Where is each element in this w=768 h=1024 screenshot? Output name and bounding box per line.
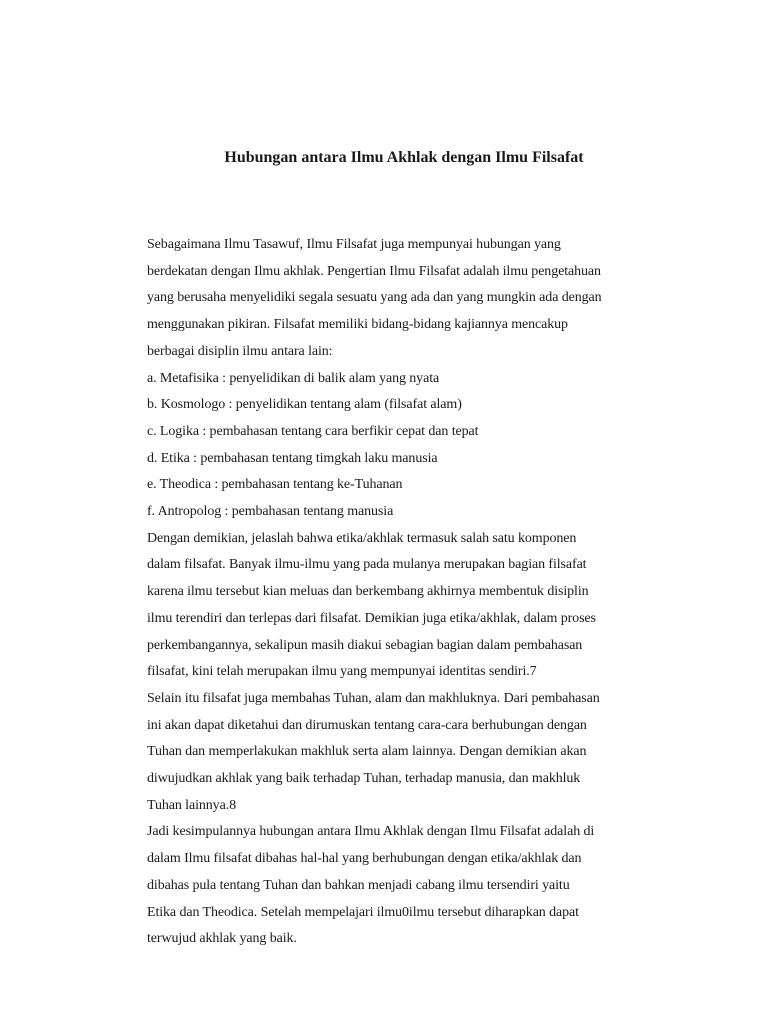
- text-line: dalam filsafat. Banyak ilmu-ilmu yang pada mulanya merupakan bagian filsafat: [147, 557, 587, 573]
- text-line: ini akan dapat diketahui dan dirumuskan tentang cara-cara berhubungan dengan: [147, 717, 587, 733]
- list-item: d. Etika : pembahasan tentang timgkah laku manusia: [147, 450, 438, 466]
- text-line: Tuhan dan memperlakukan makhluk serta alam lainnya. Dengan demikian akan: [147, 744, 587, 760]
- text-line: Sebagaimana Ilmu Tasawuf, Ilmu Filsafat juga mempunyai hubungan yang: [147, 237, 561, 252]
- text-line: Tuhan lainnya.8: [147, 797, 236, 813]
- text-line: diwujudkan akhlak yang baik terhadap Tuhan, terhadap manusia, dan makhluk: [147, 771, 581, 787]
- list-item: c. Logika : pembahasan tentang cara berfikir cepat dan tepat: [147, 423, 479, 439]
- text-line: Jadi kesimpulannya hubungan antara Ilmu Akhlak dengan Ilmu Filsafat adalah di: [147, 824, 595, 840]
- text-line: perkembangannya, sekalipun masih diakui sebagian bagian dalam pembahasan: [147, 637, 583, 653]
- list-item: a. Metafisika : penyelidikan di balik alam yang nyata: [147, 370, 440, 386]
- text-line: dalam Ilmu filsafat dibahas hal-hal yang berhubungan dengan etika/akhlak dan: [147, 851, 582, 867]
- page-title: Hubungan antara Ilmu Akhlak dengan Ilmu Filsafat: [224, 149, 584, 166]
- text-line: terwujud akhlak yang baik.: [147, 931, 297, 947]
- text-line: dibahas pula tentang Tuhan dan bahkan menjadi cabang ilmu tersendiri yaitu: [147, 877, 570, 893]
- text-line: karena ilmu tersebut kian meluas dan berkembang akhirnya membentuk disiplin: [147, 584, 589, 600]
- list-item: f. Antropolog : pembahasan tentang manusia: [147, 504, 394, 520]
- body-text: [147, 232, 677, 953]
- text-line: berdekatan dengan Ilmu akhlak. Pengertian Ilmu Filsafat adalah ilmu pengetahuan: [147, 263, 601, 279]
- list-item: e. Theodica : pembahasan tentang ke-Tuhanan: [147, 477, 403, 493]
- text-line: yang berusaha menyelidiki segala sesuatu yang ada dan yang mungkin ada dengan: [147, 290, 602, 306]
- text-line: Etika dan Theodica. Setelah mempelajari ilmu0ilmu tersebut diharapkan dapat: [147, 904, 579, 920]
- text-line: filsafat, kini telah merupakan ilmu yang mempunyai identitas sendiri.7: [147, 664, 537, 680]
- list-item: b. Kosmologo : penyelidikan tentang alam (filsafat alam): [147, 397, 462, 413]
- text-line: Selain itu filsafat juga membahas Tuhan, alam dan makhluknya. Dari pembahasan: [147, 690, 600, 706]
- text-line: ilmu terendiri dan terlepas dari filsafat. Demikian juga etika/akhlak, dalam proses: [147, 610, 596, 626]
- text-line: Dengan demikian, jelaslah bahwa etika/akhlak termasuk salah satu komponen: [147, 530, 577, 546]
- text-line: menggunakan pikiran. Filsafat memiliki bidang-bidang kajiannya mencakup: [147, 317, 568, 333]
- text-line: berbagai disiplin ilmu antara lain:: [147, 343, 333, 359]
